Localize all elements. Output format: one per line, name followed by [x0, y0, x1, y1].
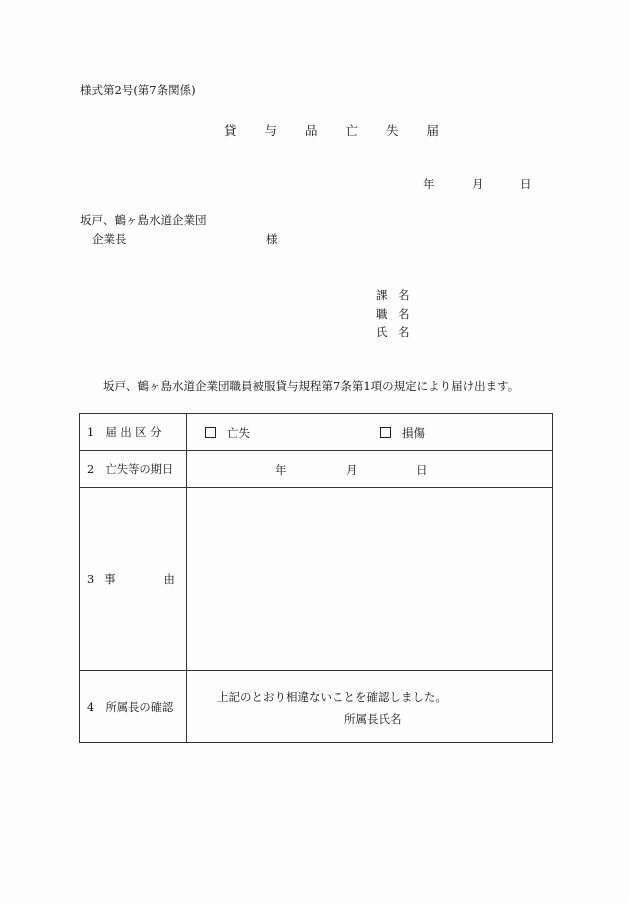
sender-field-name — [376, 324, 410, 340]
sender-field-title — [376, 306, 410, 322]
loss-checkbox[interactable] — [205, 427, 216, 438]
reason-label-char: 由 — [163, 573, 175, 586]
table-row — [80, 488, 553, 671]
row-label-date: 2 亡失等の期日 — [80, 451, 187, 488]
title-char: 届 — [426, 123, 440, 138]
form-number: 様式第2号(第7条関係) — [80, 83, 196, 97]
damage-checkbox[interactable] — [380, 427, 391, 438]
sender-field-section — [376, 287, 410, 303]
confirmation-cell[interactable] — [187, 671, 553, 743]
intro-statement: 坂戸、鶴ヶ島水道企業団職員被服貸与規程第7条第1項の規定により届け出ます。 — [103, 379, 520, 393]
sender-field-char: 氏 — [376, 325, 388, 339]
loss-date-day: 日 — [416, 463, 428, 477]
category-cell — [187, 414, 553, 451]
loss-option-label: 亡失 — [227, 426, 250, 440]
loss-date-year: 年 — [275, 463, 287, 477]
table-row — [80, 451, 553, 488]
date-day: 日 — [520, 177, 532, 191]
table-row — [80, 414, 553, 451]
addressee-honorific: 様 — [266, 232, 278, 246]
reason-label-number: 3 — [87, 573, 95, 586]
reason-label-char: 事 — [104, 573, 116, 586]
sender-field-char: 名 — [398, 288, 410, 302]
sender-field-char: 名 — [398, 325, 410, 339]
reason-input-area[interactable] — [187, 488, 553, 671]
date-line — [423, 176, 532, 192]
date-cell[interactable] — [187, 451, 553, 488]
title-char: 失 — [386, 123, 399, 138]
confirmation-statement: 上記のとおり相違ないことを確認しました。 — [217, 690, 447, 704]
title-char: 与 — [264, 123, 278, 138]
table-row — [80, 671, 553, 743]
date-year: 年 — [423, 177, 435, 191]
row-label-reason — [80, 488, 187, 671]
report-form-table — [79, 413, 553, 743]
document-title — [224, 121, 463, 139]
sender-field-char: 課 — [376, 288, 388, 302]
addressee-organization: 坂戸、鶴ヶ島水道企業団 — [80, 213, 207, 227]
loss-date-month: 月 — [346, 463, 358, 477]
sender-field-char: 名 — [398, 307, 410, 321]
addressee-position: 企業長 — [92, 232, 127, 246]
supervisor-name-label: 所属長氏名 — [344, 712, 402, 726]
row-label-confirmation: 4 所属長の確認 — [80, 671, 187, 743]
title-char: 品 — [305, 123, 318, 138]
title-char: 貸 — [224, 123, 237, 138]
title-char: 亡 — [345, 123, 359, 138]
damage-option-label: 損傷 — [402, 426, 425, 440]
row-label-category: 1 届 出 区 分 — [80, 414, 187, 451]
sender-field-char: 職 — [376, 307, 388, 321]
date-month: 月 — [472, 177, 484, 191]
